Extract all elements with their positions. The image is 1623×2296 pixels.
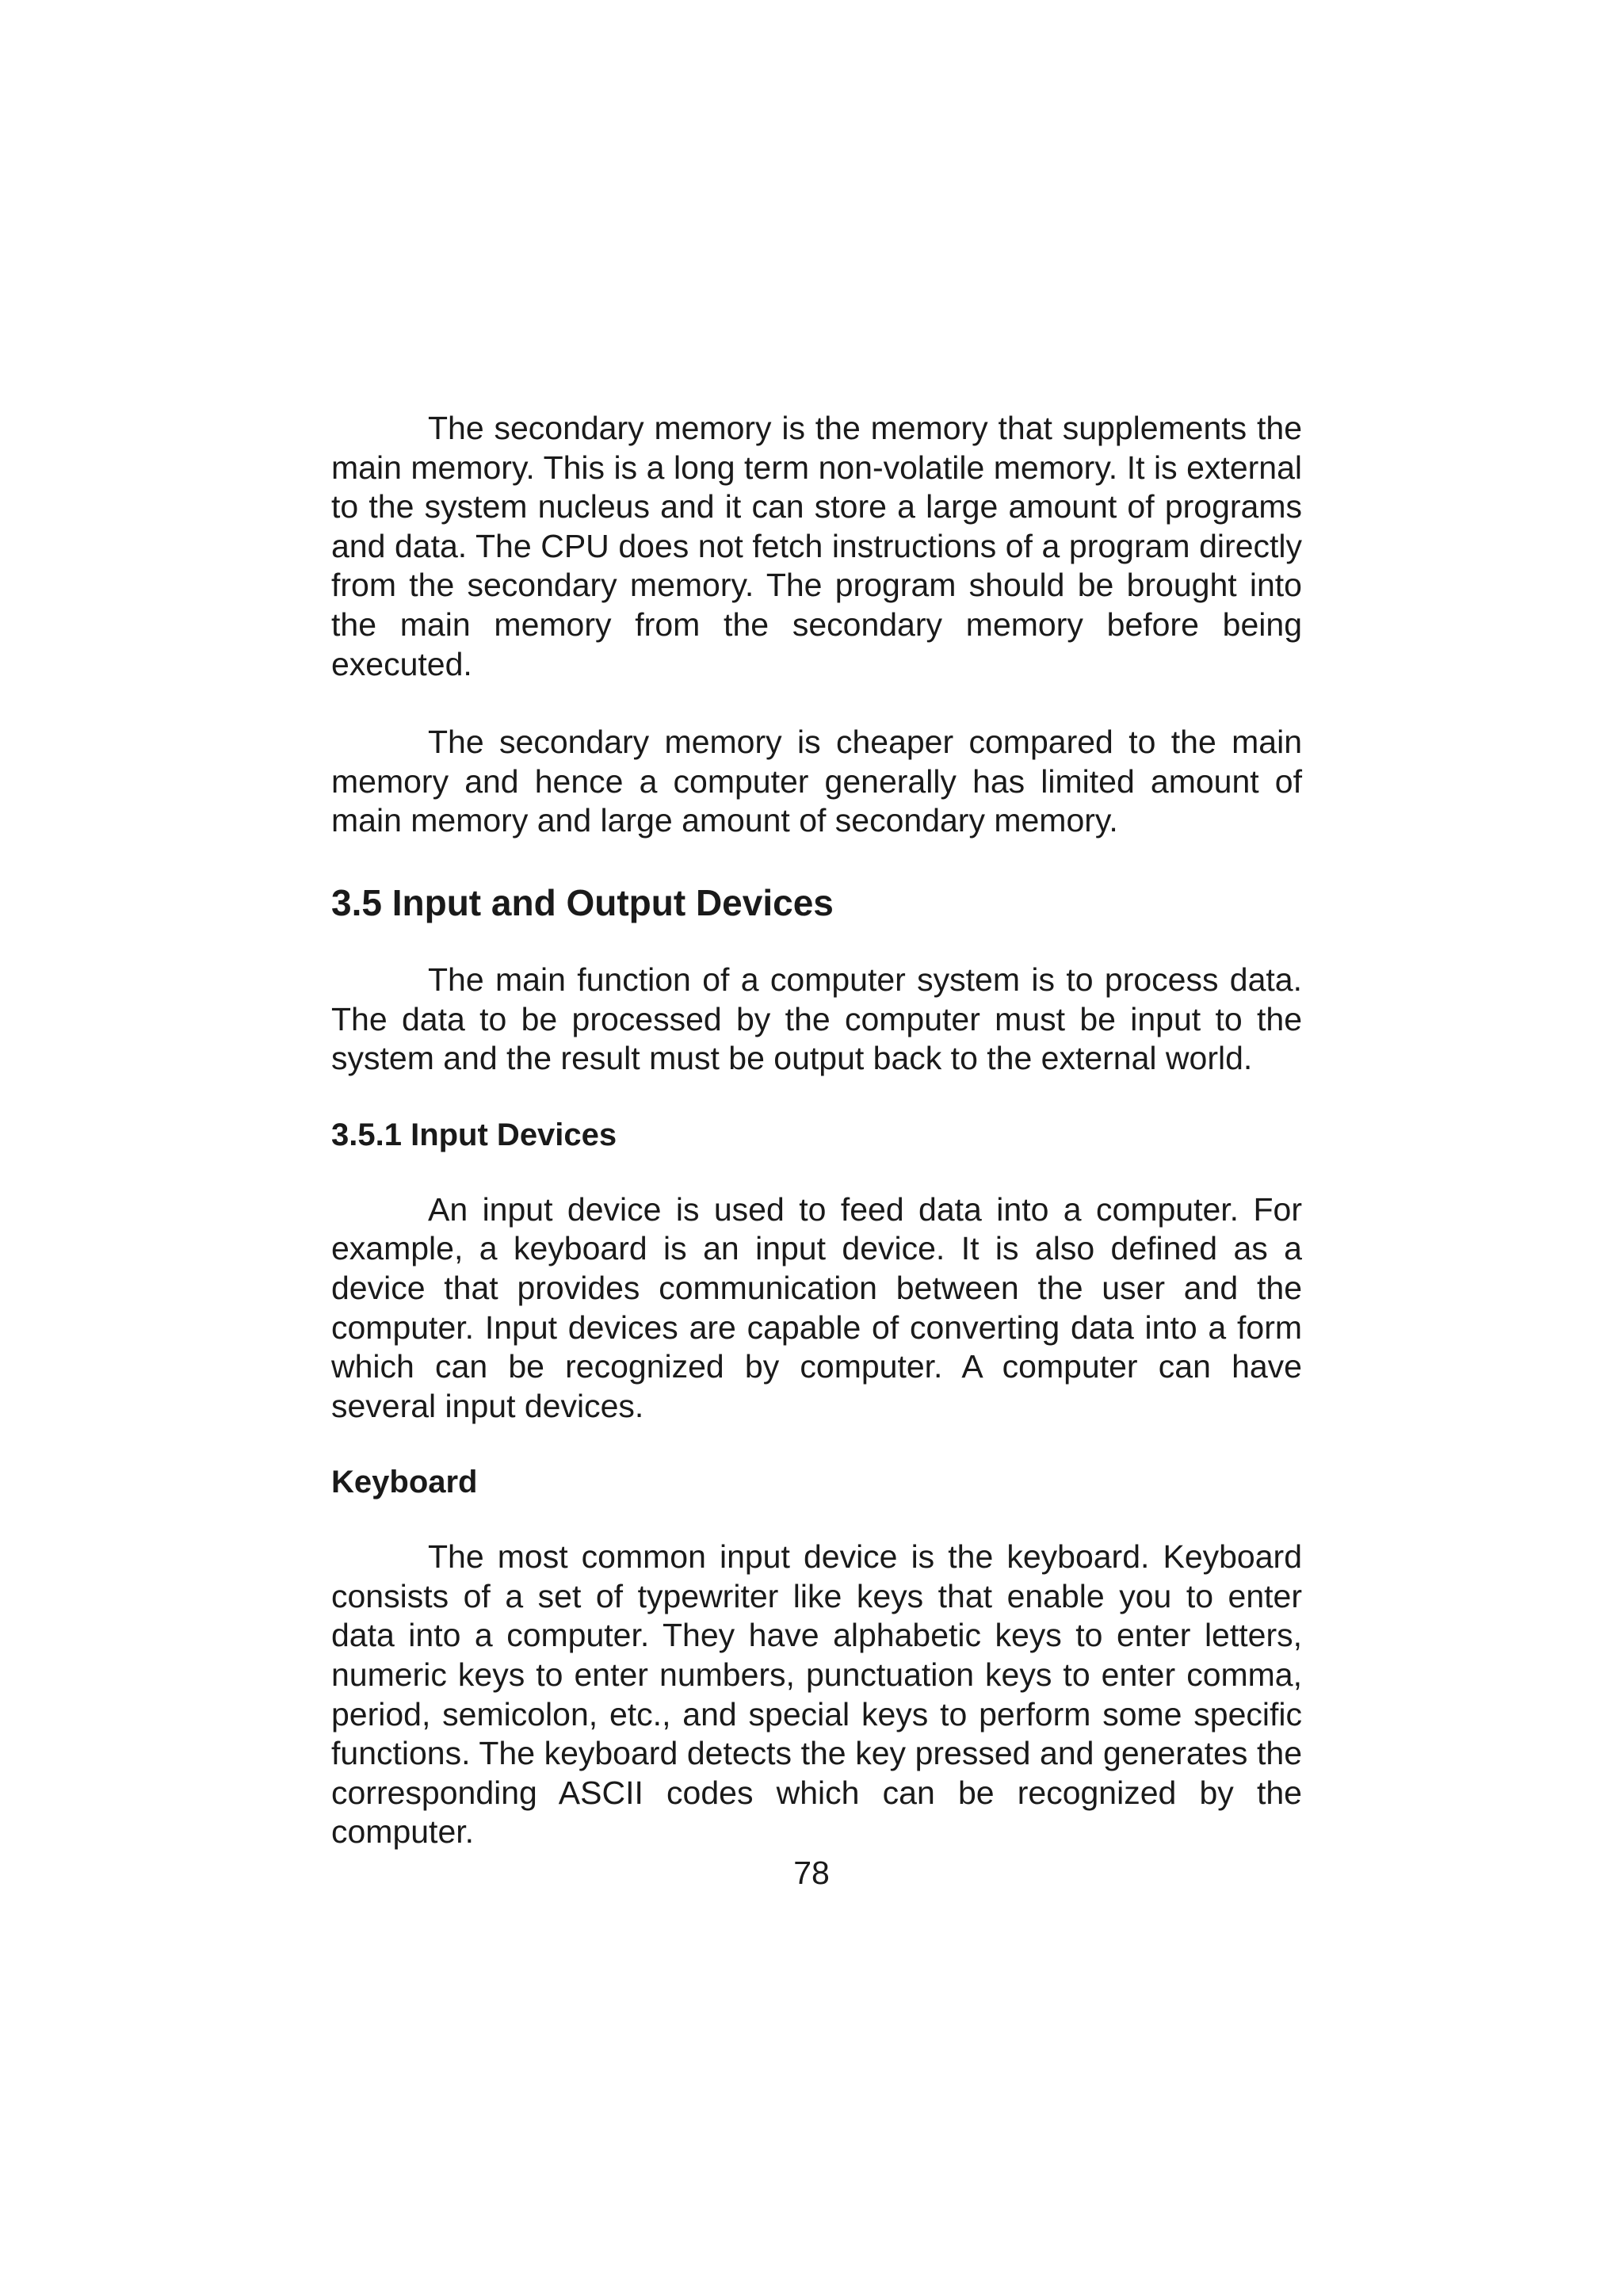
heading-keyboard: Keyboard (331, 1465, 478, 1500)
paragraph-keyboard: The most common input device is the keyboard. Keyboard consists of a set of typewriter like keys that enable you to enter data into a computer. They have alphabetic keys to enter letters, numeric keys to enter numbers, punctuation keys to enter comma, period, semicolon, etc., and special keys to perform some specific functions. The keyboard detects the key pressed and generates the corresponding ASCII codes which can be recognized by the computer. (331, 1538, 1302, 1851)
section-heading-input-output-devices: 3.5 Input and Output Devices (331, 881, 834, 923)
paragraph-input-devices: An input device is used to feed data into a computer. For example, a keyboard is an input device. It is also defined as a device that provides communication between the user and the computer. Input devices are capable of converting data into a form which can be recognized by computer. A computer can have several input devices. (331, 1190, 1302, 1424)
page-content (331, 409, 1302, 1852)
subsection-heading-input-devices: 3.5.1 Input Devices (331, 1117, 617, 1152)
paragraph-secondary-memory-definition: The secondary memory is the memory that supplements the main memory. This is a long term non-volatile memory. It is external to the system nucleus and it can store a large amount of programs and data. The CPU does not fetch instructions of a program directly from the secondary memory. The program should be brought into the main memory from the secondary memory before being executed. (331, 410, 1302, 682)
page-number: 78 (793, 1855, 830, 1891)
paragraph-secondary-memory-cost: The secondary memory is cheaper compared to the main memory and hence a computer generally has limited amount of main memory and large amount of secondary memory. (331, 724, 1302, 839)
paragraph-io-intro: The main function of a computer system is to process data. The data to be processed by the computer must be input to the system and the result must be output back to the external world. (331, 961, 1302, 1077)
